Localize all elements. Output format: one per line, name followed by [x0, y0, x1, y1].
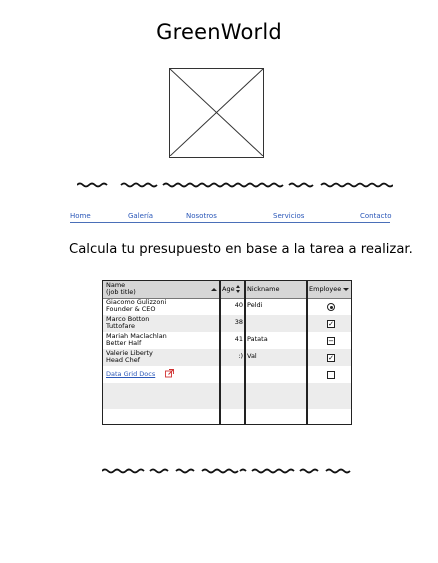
column-divider: [244, 281, 246, 424]
employee-checkbox-indeterminate[interactable]: −: [328, 337, 334, 345]
budget-heading: Calcula tu presupuesto en base a la tarea a realizar.: [69, 242, 413, 257]
employee-checkbox-checked[interactable]: ✓: [328, 354, 334, 362]
employee-checkbox-unchecked[interactable]: [327, 371, 335, 379]
sort-down-icon[interactable]: [236, 290, 240, 293]
row-title: Tuttofare: [106, 322, 135, 330]
table-row[interactable]: [103, 349, 351, 366]
row-name: Mariah Maclachlan: [106, 332, 167, 340]
employee-radio[interactable]: [327, 303, 335, 311]
row-title: Founder & CEO: [106, 305, 156, 313]
table-row[interactable]: [103, 332, 351, 349]
data-grid: [102, 280, 352, 425]
placeholder-text-scribble: [77, 180, 393, 190]
row-nickname: Val: [247, 352, 257, 360]
nav-item-home[interactable]: Home: [70, 212, 91, 220]
row-nickname: Patata: [247, 335, 268, 343]
row-name: Marco Botton: [106, 315, 150, 323]
sort-up-icon[interactable]: [236, 285, 240, 288]
employee-checkbox-checked[interactable]: ✓: [328, 320, 334, 328]
table-row[interactable]: [103, 383, 351, 400]
row-name: Giacomo Gulizzoni: [106, 298, 167, 306]
column-header-employee[interactable]: Employee: [309, 285, 342, 293]
table-row[interactable]: [103, 400, 351, 409]
sort-desc-icon[interactable]: [211, 288, 217, 291]
column-divider: [306, 281, 308, 424]
row-age: 38: [234, 318, 243, 326]
table-row[interactable]: [103, 315, 351, 332]
row-age: 41: [234, 335, 243, 343]
nav-item-contacto[interactable]: Contacto: [360, 212, 392, 220]
page-title: GreenWorld: [156, 20, 282, 44]
column-divider: [219, 281, 221, 424]
column-header-age[interactable]: Age: [222, 285, 235, 293]
column-header-name[interactable]: Name (job title): [106, 281, 136, 297]
dropdown-icon[interactable]: [343, 288, 349, 291]
footer-text-scribble: [102, 466, 356, 476]
main-nav: [70, 212, 390, 223]
row-title: Better Half: [106, 339, 142, 347]
table-row[interactable]: [103, 298, 351, 315]
column-header-nickname[interactable]: Nickname: [247, 285, 280, 293]
nav-item-servicios[interactable]: Servicios: [273, 212, 305, 220]
row-age: 40: [234, 301, 243, 309]
table-row[interactable]: [103, 366, 351, 383]
nav-item-galeria[interactable]: Galería: [128, 212, 154, 220]
row-age: :): [238, 352, 243, 360]
nav-item-nosotros[interactable]: Nosotros: [186, 212, 217, 220]
row-title: Head Chef: [106, 356, 141, 364]
data-grid-docs-link[interactable]: Data Grid Docs: [106, 370, 156, 378]
row-nickname: Peldi: [247, 301, 263, 309]
row-name: Valerie Liberty: [106, 349, 153, 357]
external-link-icon[interactable]: [165, 369, 174, 380]
image-placeholder-icon: [169, 68, 264, 158]
